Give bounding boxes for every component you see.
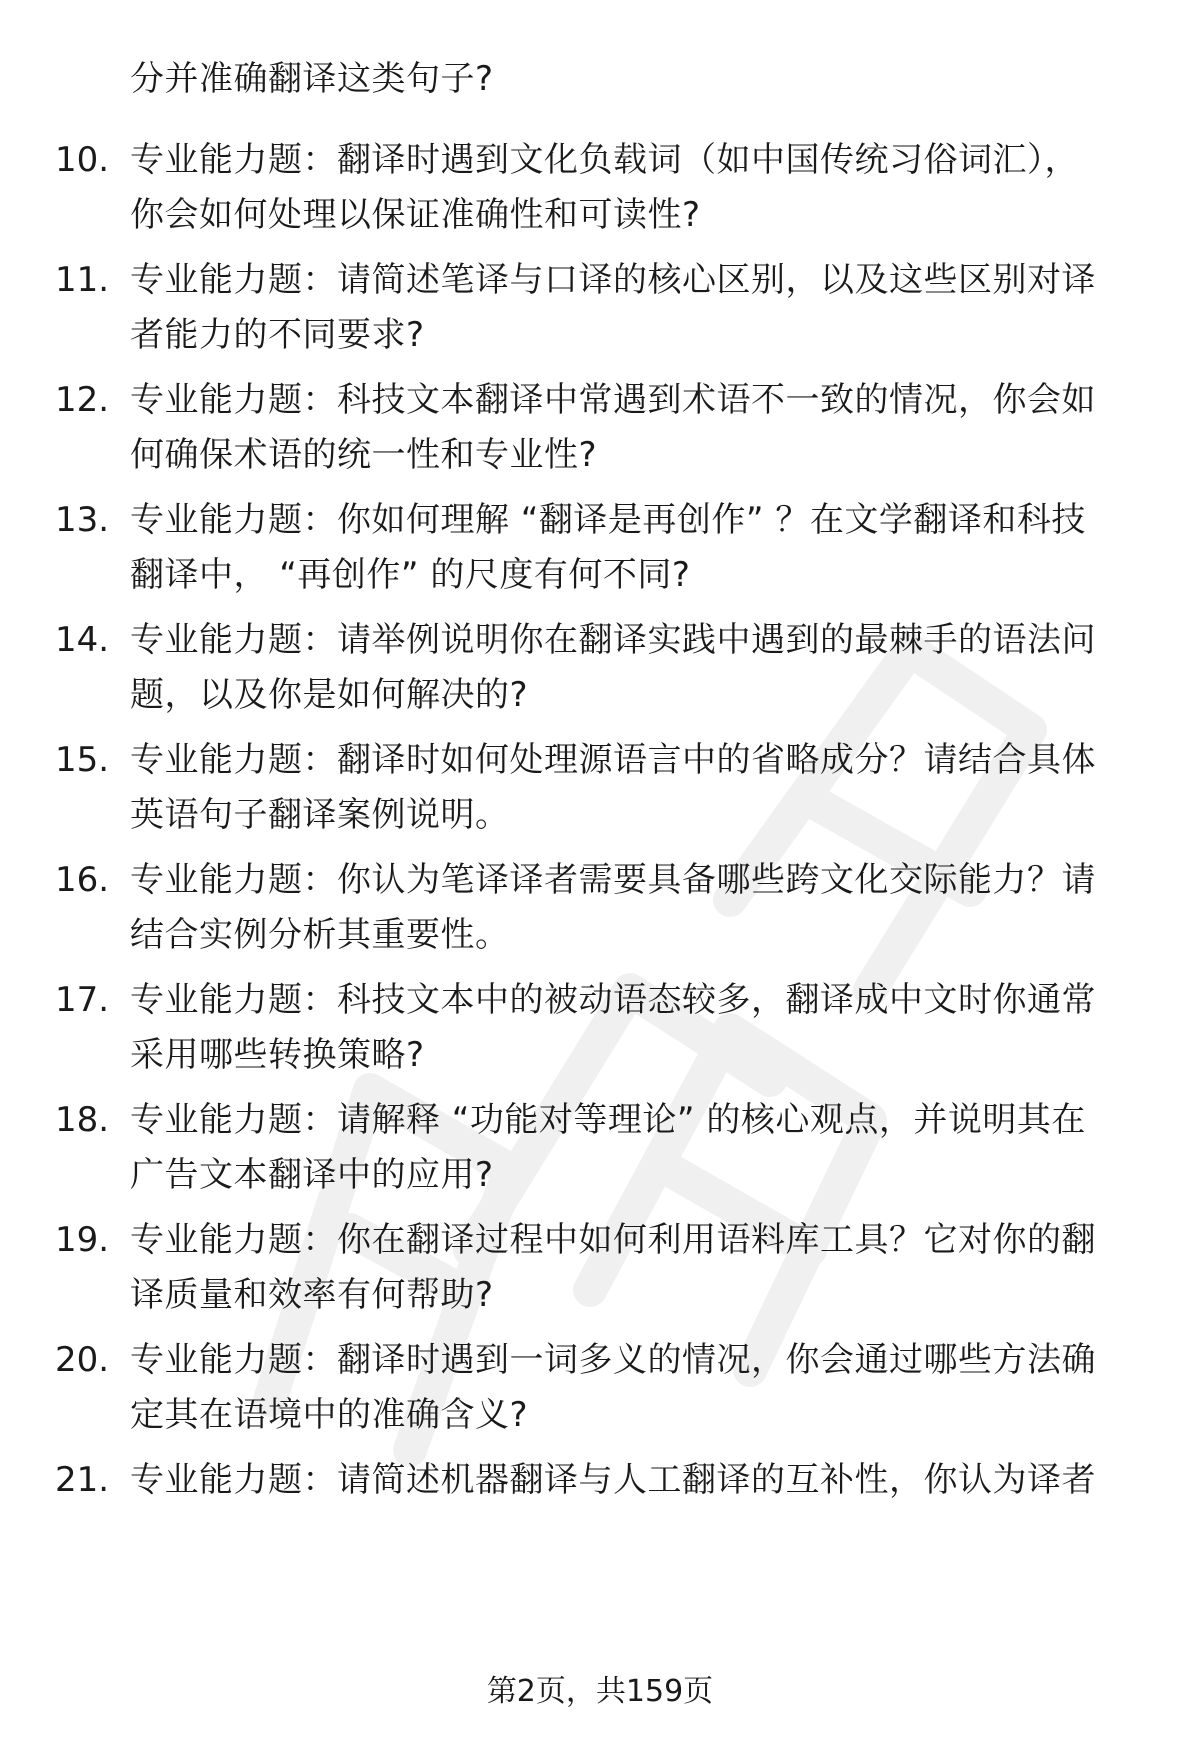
question-number: 12. xyxy=(55,380,110,420)
question-text-line1: 专业能力题：翻译时遇到一词多义的情况，你会通过哪些方法确 xyxy=(130,1340,1096,1380)
question-text-line1: 专业能力题：科技文本翻译中常遇到术语不一致的情况，你会如 xyxy=(130,380,1096,420)
question-number: 13. xyxy=(55,500,110,540)
question-text-line1: 专业能力题：请举例说明你在翻译实践中遇到的最棘手的语法问 xyxy=(130,620,1096,660)
question-text-line2: 题，以及你是如何解决的? xyxy=(130,675,529,715)
question-text-line1: 专业能力题：你在翻译过程中如何利用语料库工具？它对你的翻 xyxy=(130,1220,1096,1260)
question-number: 21. xyxy=(55,1460,110,1500)
question-number: 14. xyxy=(55,620,110,660)
question-item xyxy=(0,1330,1200,1460)
question-text-line1: 专业能力题：请解释 “功能对等理论” 的核心观点，并说明其在 xyxy=(130,1100,1086,1140)
question-number: 15. xyxy=(55,740,110,780)
question-item xyxy=(0,970,1200,1100)
question-item xyxy=(0,1210,1200,1340)
question-item xyxy=(0,1090,1200,1220)
question-item xyxy=(0,490,1200,620)
question-item xyxy=(0,850,1200,980)
question-text-line1: 专业能力题：科技文本中的被动语态较多，翻译成中文时你通常 xyxy=(130,980,1096,1020)
question-text-line2: 译质量和效率有何帮助? xyxy=(130,1275,494,1315)
question-text-line1: 专业能力题：你认为笔译译者需要具备哪些跨文化交际能力？请 xyxy=(130,860,1096,900)
question-number: 19. xyxy=(55,1220,110,1260)
question-text-line2: 何确保术语的统一性和专业性? xyxy=(130,435,598,475)
question-item xyxy=(0,370,1200,500)
question-text-line2: 采用哪些转换策略? xyxy=(130,1035,425,1075)
question-text-line1: 专业能力题：翻译时遇到文化负载词（如中国传统习俗词汇）， xyxy=(130,140,1079,180)
question-number: 20. xyxy=(55,1340,110,1380)
question-text-line2: 定其在语境中的准确含义? xyxy=(130,1395,529,1435)
question-text-line2: 英语句子翻译案例说明。 xyxy=(130,795,510,835)
question-number: 11. xyxy=(55,260,110,300)
question-item xyxy=(0,130,1200,260)
question-number: 17. xyxy=(55,980,110,1020)
question-text-line1: 专业能力题：请简述机器翻译与人工翻译的互补性，你认为译者 xyxy=(130,1460,1096,1500)
question-text-line2: 广告文本翻译中的应用? xyxy=(130,1155,494,1195)
question-text-line2: 者能力的不同要求? xyxy=(130,315,425,355)
question-number: 10. xyxy=(55,140,110,180)
page-footer: 第2页，共159页 xyxy=(486,1674,714,1709)
intro-line: 分并准确翻译这类句子? xyxy=(130,59,494,99)
question-item xyxy=(0,1450,1200,1580)
question-text-line1: 专业能力题：请简述笔译与口译的核心区别，以及这些区别对译 xyxy=(130,260,1096,300)
question-number: 18. xyxy=(55,1100,110,1140)
question-text-line2: 你会如何处理以保证准确性和可读性? xyxy=(130,195,701,235)
question-item xyxy=(0,610,1200,740)
question-number: 16. xyxy=(55,860,110,900)
question-item xyxy=(0,250,1200,380)
question-text-line1: 专业能力题：你如何理解 “翻译是再创作” ？在文学翻译和科技 xyxy=(130,500,1086,540)
question-text-line1: 专业能力题：翻译时如何处理源语言中的省略成分？请结合具体 xyxy=(130,740,1096,780)
question-text-line2: 结合实例分析其重要性。 xyxy=(130,915,510,955)
question-item xyxy=(0,730,1200,860)
question-text-line2: 翻译中， “再创作” 的尺度有何不同? xyxy=(130,555,691,595)
